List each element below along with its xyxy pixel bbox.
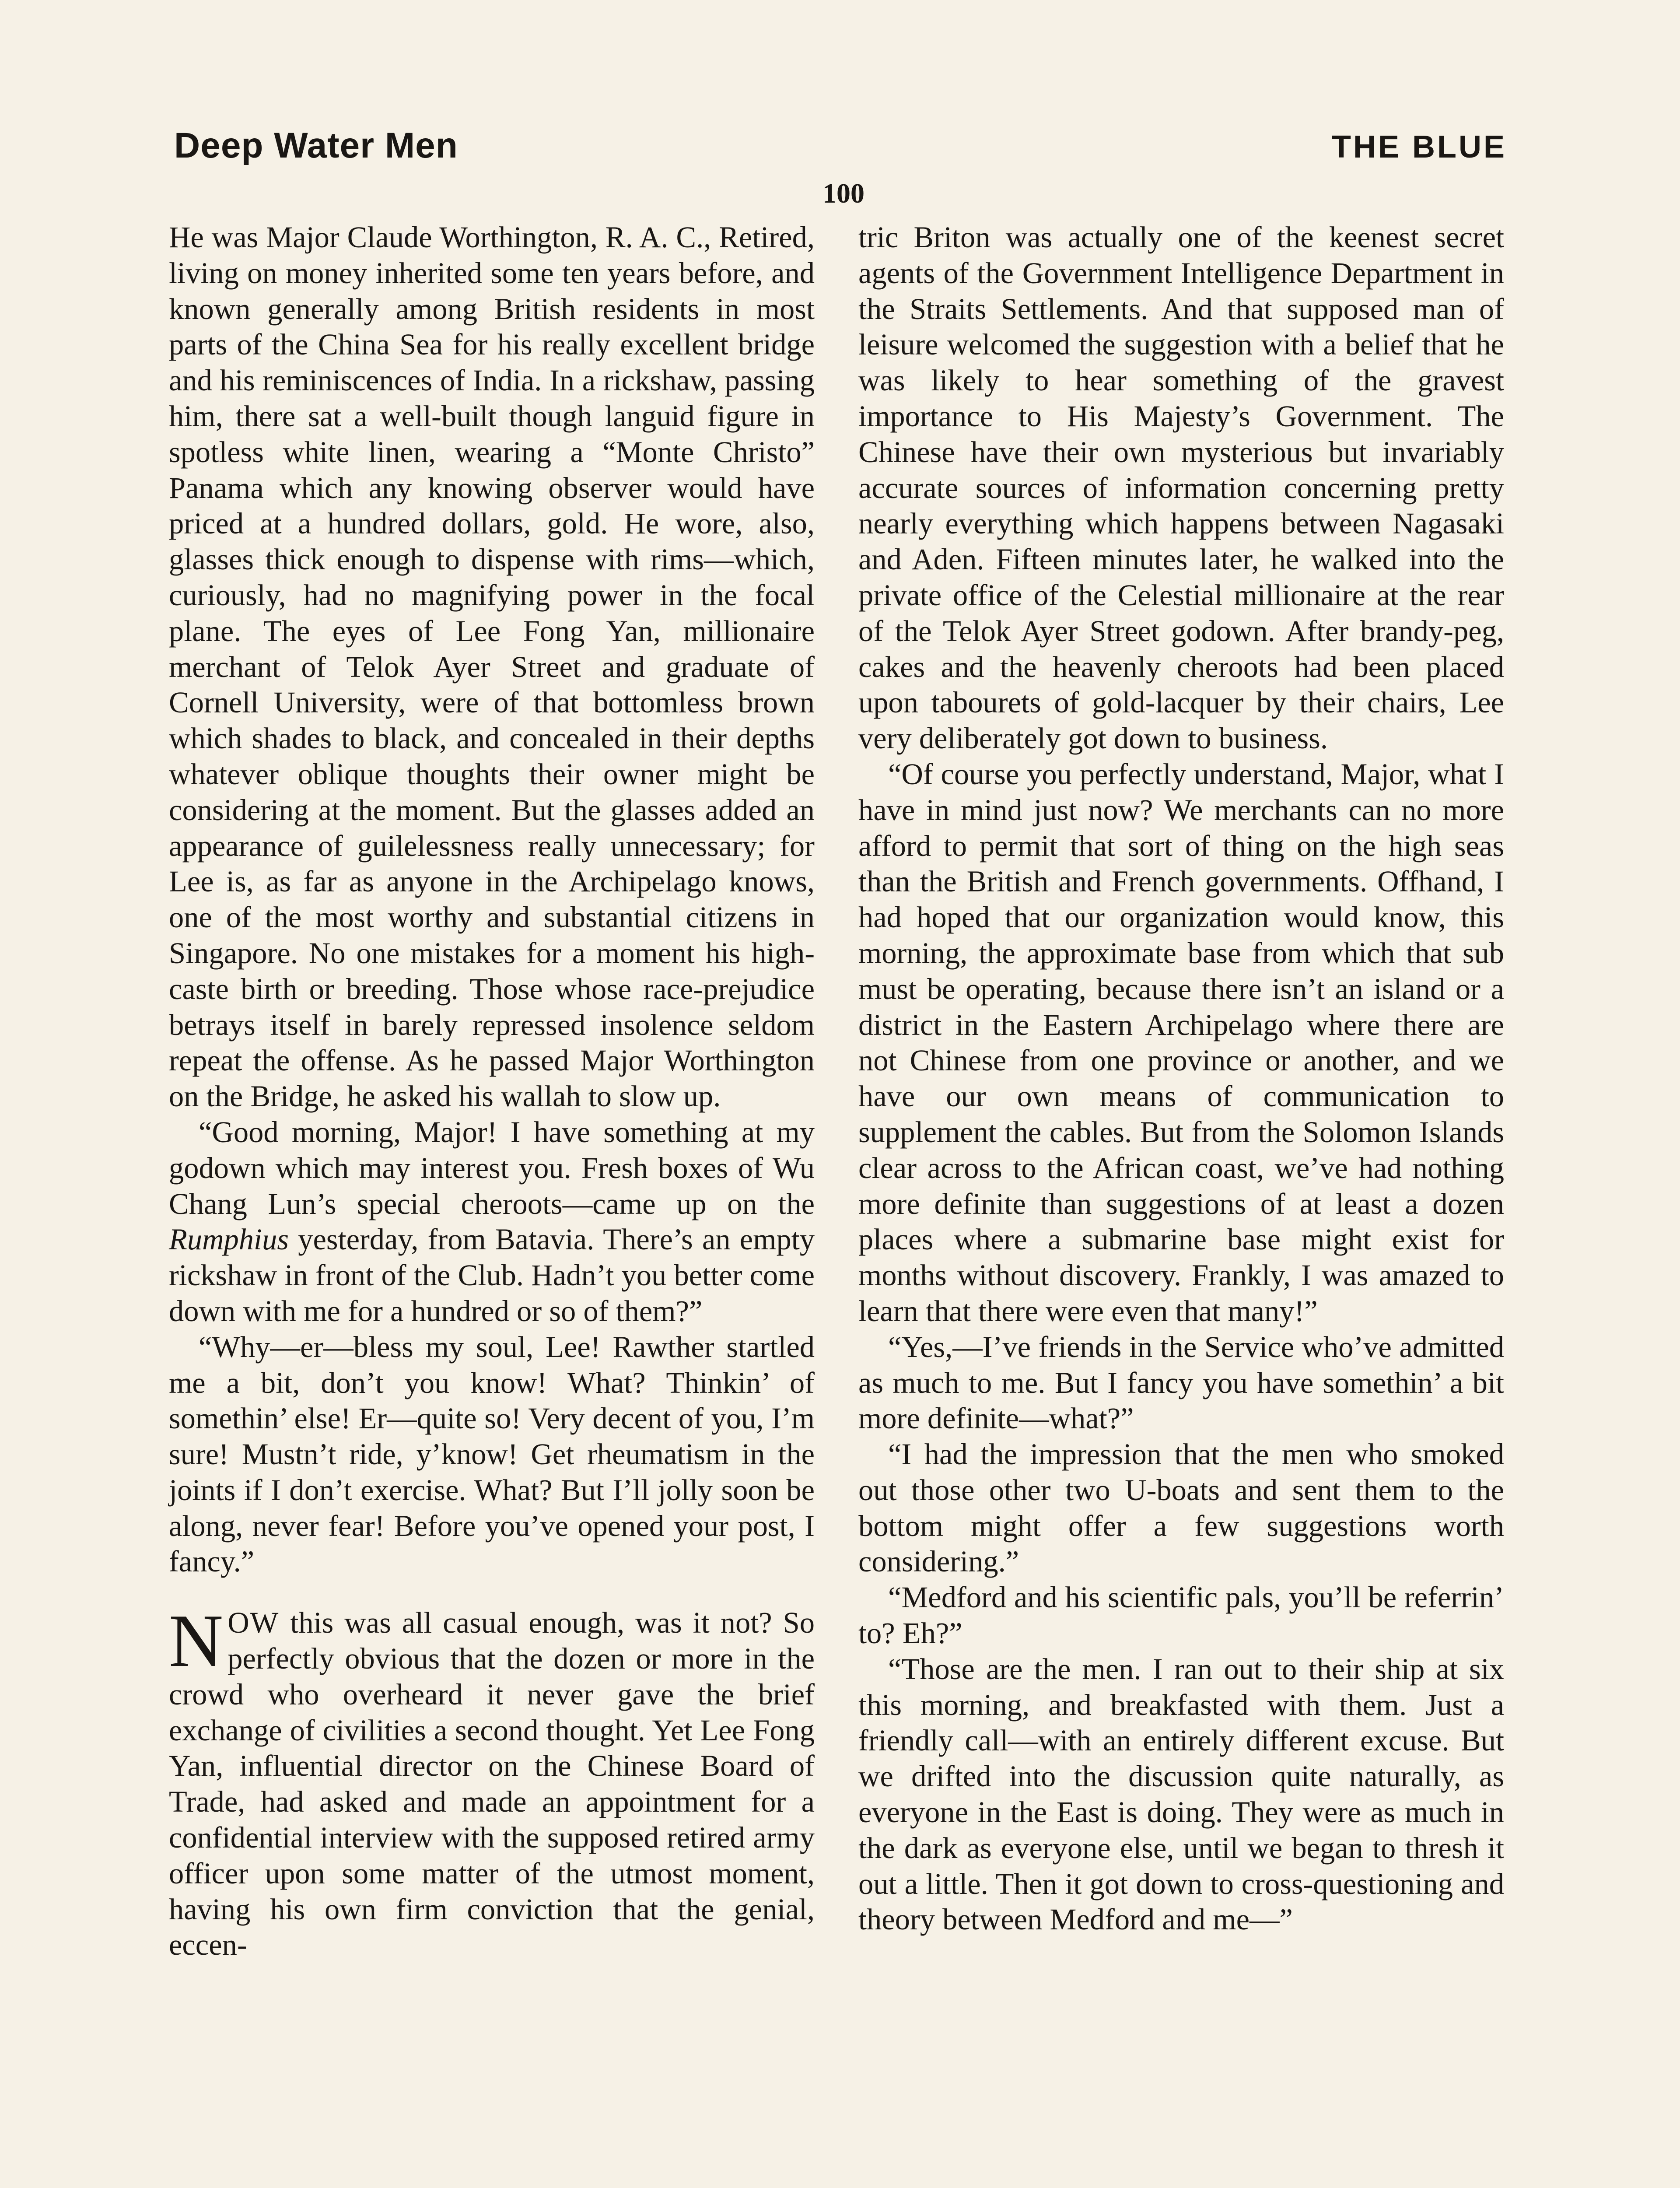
paragraph: “Yes,—I’ve friends in the Service who’ve admitted as much to me. But I fancy you have somethin’ a bit more definite—what?” xyxy=(858,1330,1504,1435)
paragraph-text: yesterday, from Batavia. There’s an empty rickshaw in front of the Club. Hadn’t you better come down with me for a hundred or so of them?” xyxy=(169,1223,815,1328)
paragraph: “Those are the men. I ran out to their ship at six this morning, and breakfasted with them. Just a friendly call—with an entirely different excuse. But we drifted into the discussion quite naturally, as everyone in the East is doing. They were as much in the dark as everyone else, until we began to thresh it out a little. Then it got down to cross-questioning and theory between Medford and me—” xyxy=(858,1652,1504,1936)
paragraph: “Medford and his scientific pals, you’ll be referrin’ to? Eh?” xyxy=(858,1581,1504,1650)
running-head-story-title: Deep Water Men xyxy=(174,126,458,165)
drop-cap: N xyxy=(169,1599,224,1683)
page-number: 100 xyxy=(822,178,864,209)
paragraph: He was Major Claude Worthington, R. A. C., Retired, living on money inherited some ten years before, and known generally among British residents in most parts of the China Sea for his really excellent bridge and his reminiscences of India. In a rickshaw, passing him, there sat a well-built though languid figure in spotless white linen, wearing a “Monte Christo” Panama which any knowing observer would have priced at a hundred dollars, gold. He wore, also, glasses thick enough to dispense with rims—which, curiously, had no magnifying power in the focal plane. The eyes of Lee Fong Yan, millionaire merchant of Telok Ayer Street and graduate of Cornell University, were of that bottomless brown which shades to black, and concealed in their depths whatever oblique thoughts their owner might be considering at the moment. But the glasses added an appearance of guilelessness really unnecessary; for Lee is, as far as anyone in the Archipelago knows, one of the most worthy and substantial citizens in Singapore. No one mistakes for a moment his high-caste birth or breeding. Those whose race-prejudice betrays itself in barely repressed insolence seldom repeat the offense. As he passed Major Worthington on the Bridge, he asked his wallah to slow up. xyxy=(169,221,815,1113)
paragraph: “Of course you perfectly understand, Major, what I have in mind just now? We merchants can no more afford to permit that sort of thing on the high seas than the British and French governments. Offhand, I had hoped that our organization would know, this morning, the approximate base from which that sub must be operating, because there isn’t an island or a district in the Eastern Archipelago where there are not Chinese from one province or another, and we have our own means of communication to supplement the cables. But from the Solomon Islands clear across to the African coast, we’ve had nothing more definite than suggestions of at least a dozen places where a submarine base might exist for months without discovery. Frankly, I was amazed to learn that there were even that many!” xyxy=(858,757,1504,1328)
paragraph: “Why—er—bless my soul, Lee! Rawther startled me a bit, don’t you know! What? Thinkin’ of somethin’ else! Er—quite so! Very decent of you, I’m sure! Mustn’t ride, y’know! Get rheumatism in the joints if I don’t exercise. What? But I’ll jolly soon be along, never fear! Before you’ve opened your post, I fancy.” xyxy=(169,1330,815,1578)
paragraph-text: this was all casual enough, was it not? So perfectly obvious that the dozen or more in the crowd who overheard it never gave the brief exchange of civilities a second thought. Yet Lee Fong Yan, influential director on the Chinese Board of Trade, had asked and made an appointment for a confidential interview with the supposed retired army officer upon some matter of the utmost moment, having his own firm conviction that the genial, eccen- xyxy=(169,1606,815,1962)
paragraph-text: “Good morning, Major! I have something at my godown which may interest you. Fresh boxes of Wu Chang Lun’s special cheroots—came up on the xyxy=(169,1115,815,1220)
paragraph: “I had the impression that the men who smoked out those other two U-boats and sent them to the bottom might offer a few suggestions worth considering.” xyxy=(858,1438,1504,1578)
paragraph-section-opener xyxy=(169,1599,815,1963)
paragraph xyxy=(169,1115,815,1329)
text-column-left xyxy=(169,220,815,1963)
ship-name: Rumphius xyxy=(169,1223,289,1256)
section-break xyxy=(169,1580,815,1605)
text-column-right xyxy=(858,220,1504,1938)
running-head-magazine-title: THE BLUE xyxy=(1332,130,1507,165)
paragraph: tric Briton was actually one of the keenest secret agents of the Government Intelligence Department in the Straits Settlements. And that supposed man of leisure welcomed the suggestion with a belief that he was likely to hear something of the gravest importance to His Majesty’s Government. The Chinese have their own mysterious but invariably accurate sources of information concerning pretty nearly everything which happens between Nagasaki and Aden. Fifteen minutes later, he walked into the private office of the Celestial millionaire at the rear of the Telok Ayer Street godown. After brandy-peg, cakes and the heavenly cheroots had been placed upon tabourets of gold-lacquer by their chairs, Lee very deliberately got down to business. xyxy=(858,221,1504,755)
opening-word: OW xyxy=(228,1606,280,1640)
